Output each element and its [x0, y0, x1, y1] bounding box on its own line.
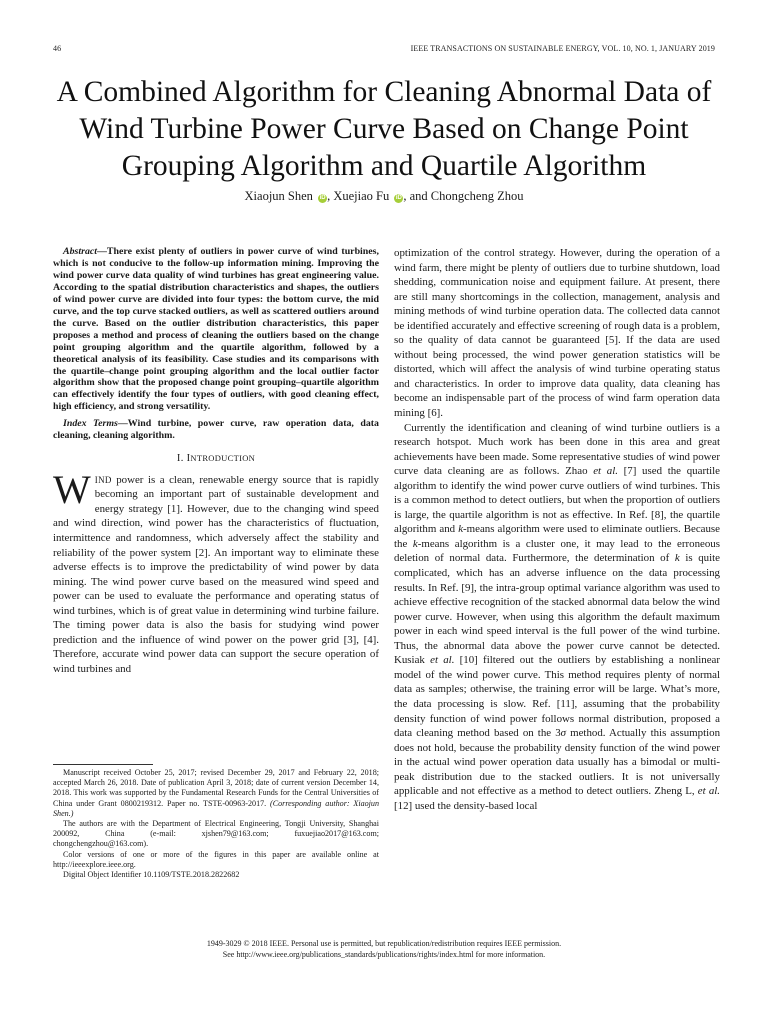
section-title-rest: NTRODUCTION: [190, 453, 256, 464]
section-title-initial: I: [186, 453, 191, 465]
body-paragraph: Currently the identification and cleaning of wind turbine outliers is a research hotspot. Much work has been done in this area and great achievements have been made. Some representative studies of wind power curve data cleaning are as follows. Zhao et al. [7] used the quartile algorithm to identify the wind power curve outliers of wind turbines. This is a common method to detect outliers, but when the proportion of outliers is large, the quartile algorithm is not as effective. In Ref. [8], the quartile algorithm and k-means algorithm were used to eliminate outliers. Because the k-means algorithm is a cluster one, it may lead to the erroneous deletion of normal data. Furthermore, the determination of k is quite complicated, which has an adverse influence on the data processing results. In Ref. [9], the intra-group optimal variance algorithm was used to achieve effective recognition of the stacked abnormal data below the wind power curve. However, when using this algorithm the default maximum power in each wind speed interval is the full power of the wind turbine. Thus, the abnormal data above the power curve cannot be detected. Kusiak et al. [10] filtered out the outliers by establishing a nonlinear model of the wind power curve. This method requires plenty of normal data as samples; otherwise, the training error will be large. What’s more, the data processing is slow. Ref. [11], assuming that the probability density function of wind power follows normal distribution, proposed a data cleaning method based on the 3σ method. Actually this assumption does not hold, because the probability density function of the wind power in the actual wind power operation data usually has a bimodal or multi-peak distribution due to the stacked outliers. It is not universally applicable and not effective as a method to detect outliers. Zheng L, et al. [12] used the density-based local: [394, 421, 721, 812]
orcid-icon[interactable]: iD: [395, 195, 402, 201]
author-list: Xiaojun Shen iD , Xuejiao Fu iD , and Chongcheng Zhou: [244, 189, 524, 203]
footnote-affiliation: The authors are with the Department of Electrical Engineering, Tongji University, Shanghai 200092, China (e-mail: xjshen79@163.com; fuxuejiao2017@163.com; chongchengzhou@163.com).: [53, 819, 379, 849]
running-head: [53, 44, 715, 53]
body-paragraph: optimization of the control strategy. However, during the operation of a wind farm, there might be plenty of outliers due to turbine shutdown, load shedding, communication noise and equipment failure. At present, there are still many shortcomings in the collection, management, analysis and mining methods of wind turbine operation data. The collected data cannot be identified accurately and effective screening of rough data is a problem, so the quality of data cannot be guaranteed [5]. If the data are used without being processed, the wind power generation statistics will be distorted, which will affect the analysis of wind turbine operating status and characteristics. In order to improve data quality, data cleaning has become an indispensable part of the process of wind farm operation data mining [6].: [394, 247, 720, 420]
page-number: 46: [53, 44, 62, 53]
index-terms: [53, 418, 379, 442]
paper-title: A Combined Algorithm for Cleaning Abnormal Data of Wind Turbine Power Curve Based on Change Point Grouping Algorithm and Quartile Algorithm: [56, 76, 712, 182]
left-column: [53, 246, 379, 676]
footnote-color-note: Color versions of one or more of the figures in this paper are available online at http://ieeexplore.ieee.org.: [53, 849, 379, 869]
right-column: [394, 246, 720, 813]
abstract-text: —There exist plenty of outliers in power curve of wind turbines, which is not conducive to the follow-up information mining. Improving the wind power curve data quality of wind turbines has great engineering value. According to the spatial distribution characteristics and shapes, the outliers of wind power curve are divided into four types: the bottom curve, the mid curve, and the top curve stacked outliers, as well as scattered outliers around the curve. Based on the outlier distribution characteristics, this paper proposes a method and process of cleaning the outliers based on the change point grouping algorithm and the quartile algorithm, followed by a theoretical analysis of its feasibility. Case studies and its comparisons with the quartile–change point grouping algorithm and the local outlier factor algorithm show that the proposed change point grouping–quartile algorithm can effectively identify the four types of outliers, with good cleaning effect, high efficiency, and strong versatility.: [53, 246, 379, 413]
index-terms-text: —Wind turbine, power curve, raw operation data, data cleaning, cleaning algorithm.: [53, 418, 379, 442]
index-terms-label: Index Terms: [63, 418, 118, 430]
section-numeral: I.: [176, 453, 184, 465]
footnotes: [53, 768, 379, 880]
footnote-doi: Digital Object Identifier 10.1109/TSTE.2018.2822682: [63, 870, 240, 880]
drop-cap: W: [53, 466, 91, 512]
footnote-rule: [53, 764, 153, 765]
footnote-manuscript: Manuscript received October 25, 2017; revised December 29, 2017 and February 22, 2018; accepted March 26, 2018. Date of publication April 3, 2018; date of current version December 14, 2018. This work was supported by the Fundamental Research Funds for the Central Universities of China under Grant 0800219312. Paper no. TSTE-00963-2017. (Corresponding author: Xiaojun Shen.): [53, 768, 380, 818]
intro-text: power is a clean, renewable energy source that is rapidly becoming an important part of sustainable development and energy strategy [1]. However, due to the changing wind speed and wind direction, wind power has the characteristics of fluctuation, intermittence and randomness, which adversely affect the stability and reliability of the power system [2]. An important way to eliminate these adverse effects is to improve the predictability of wind power by data mining. The wind power curve based on the measured wind speed and power can be used to evaluate the performance and operating status of wind turbines, which is of great value in determining wind turbine failure. The timing power data is also the basis for studying wind power prediction and the influence of wind power on the power grid [3], [4]. Therefore, accurate wind power data can support the secure operation of wind turbines and: [53, 473, 379, 675]
intro-paragraph: [53, 466, 379, 677]
section-heading: [53, 451, 379, 467]
orcid-icon[interactable]: iD: [319, 195, 326, 201]
copyright-link[interactable]: See http://www.ieee.org/publications_standards/publications/rights/index.html for more information.: [222, 950, 546, 959]
author-name: and Chongcheng Zhou: [409, 189, 524, 203]
copyright-line: 1949-3029 © 2018 IEEE. Personal use is permitted, but republication/redistribution requires IEEE permission.: [206, 939, 562, 948]
author-name: Xuejiao Fu: [333, 189, 390, 203]
author-name: Xiaojun Shen: [244, 189, 313, 203]
copyright-notice: [40, 938, 728, 960]
abstract-label: Abstract: [63, 246, 98, 257]
intro-caps: IND: [94, 474, 112, 485]
journal-name: IEEE TRANSACTIONS ON SUSTAINABLE ENERGY, VOL. 10, NO. 1, JANUARY 2019: [410, 44, 715, 53]
abstract: [53, 246, 379, 413]
